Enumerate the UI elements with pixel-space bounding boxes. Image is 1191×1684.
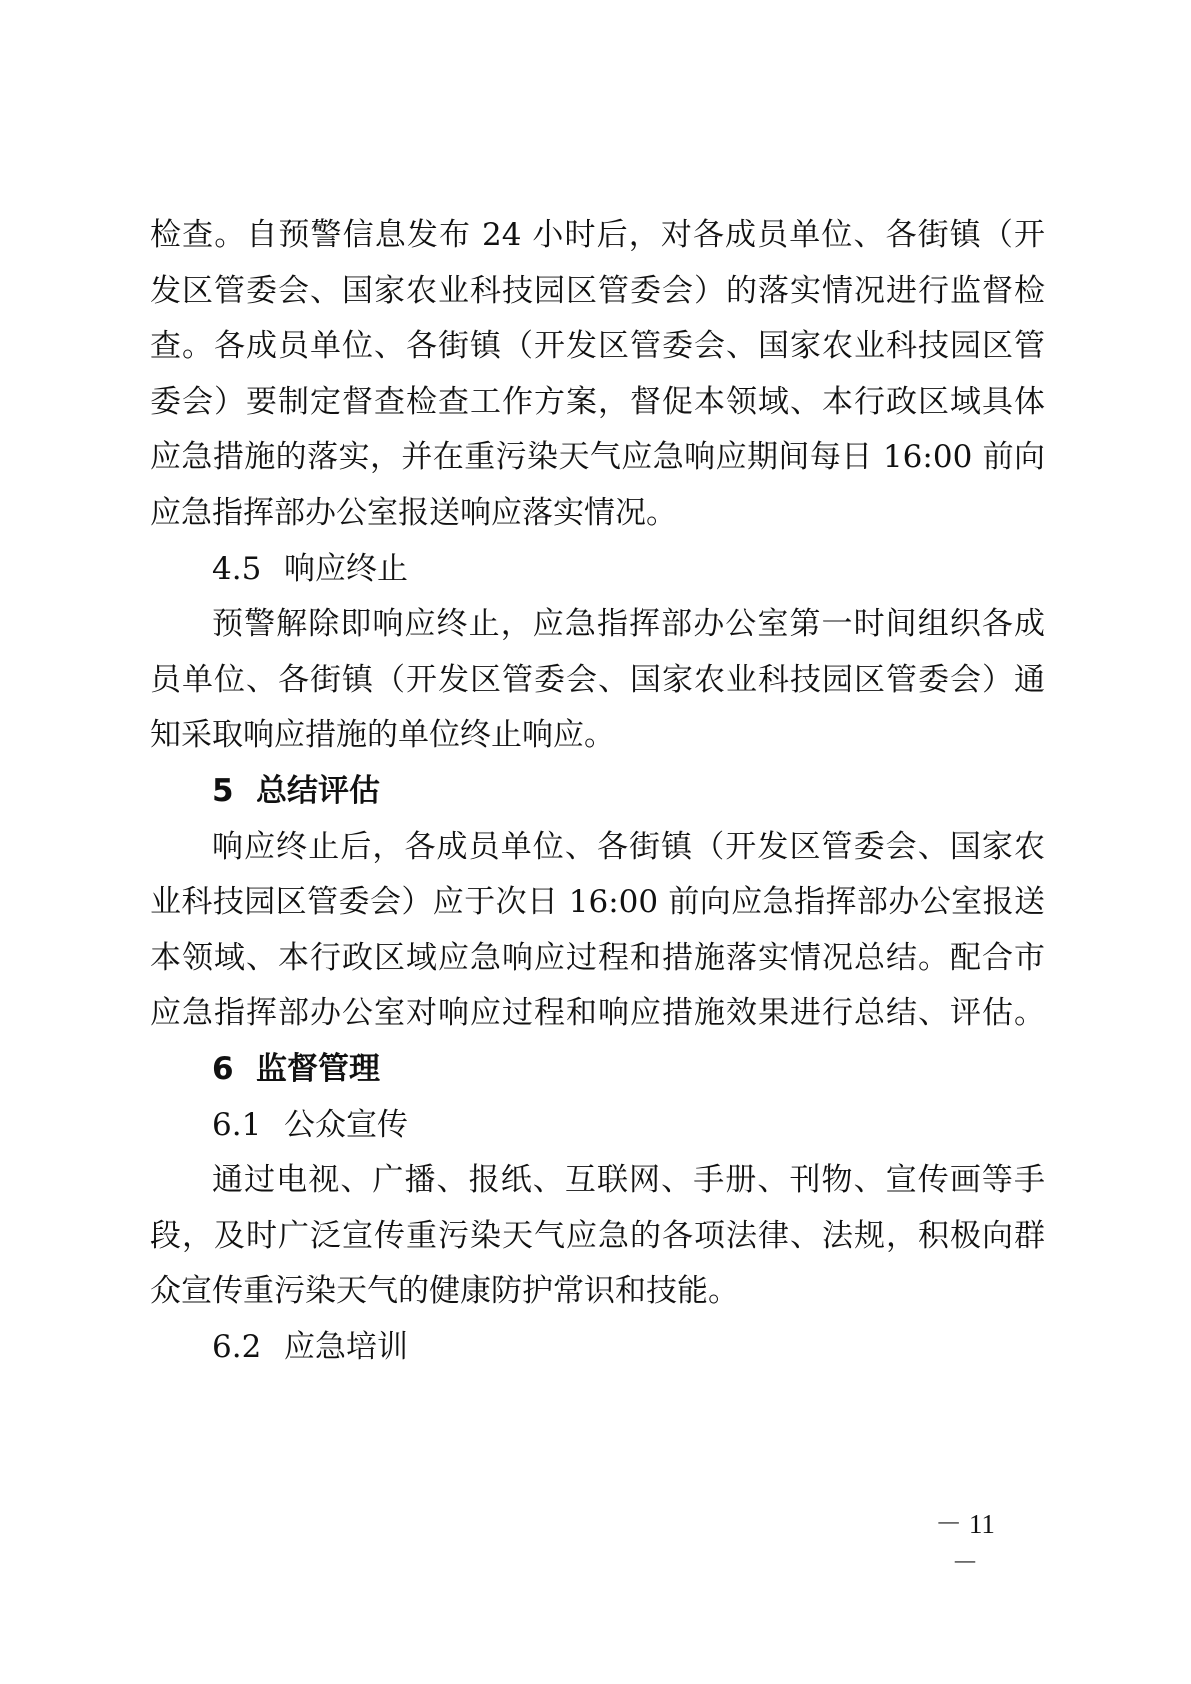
paragraph-line: 通过电视、广播、报纸、互联网、手册、刊物、宣传画等手 bbox=[212, 1162, 1045, 1199]
paragraph-line: 应急措施的落实，并在重污染天气应急响应期间每日 16:00 前向 bbox=[150, 439, 1045, 476]
section-title: 响应终止 bbox=[284, 550, 408, 587]
section-number: 4.5 bbox=[212, 550, 262, 587]
paragraph-line: 检查。自预警信息发布 24 小时后，对各成员单位、各街镇（开 bbox=[150, 217, 1045, 253]
paragraph-line: 业科技园区管委会）应于次日 16:00 前向应急指挥部办公室报送 bbox=[150, 884, 1045, 921]
section-number: 6.1 bbox=[212, 1106, 262, 1143]
section-heading-6 bbox=[150, 1042, 1045, 1098]
paragraph-line: 查。各成员单位、各街镇（开发区管委会、国家农业科技园区管 bbox=[150, 328, 1045, 365]
paragraph-line: 发区管委会、国家农业科技园区管委会）的落实情况进行监督检 bbox=[150, 272, 1045, 309]
paragraph-line: 本领域、本行政区域应急响应过程和措施落实情况总结。配合市 bbox=[150, 939, 1045, 976]
paragraph-line: 响应终止后，各成员单位、各街镇（开发区管委会、国家农 bbox=[212, 828, 1045, 865]
paragraph-line: 段，及时广泛宣传重污染天气应急的各项法律、法规，积极向群 bbox=[150, 1217, 1045, 1254]
section-heading-5 bbox=[150, 764, 1045, 820]
section-heading-6-2 bbox=[150, 1320, 1045, 1376]
section-title: 公众宣传 bbox=[284, 1106, 408, 1143]
section-title: 总结评估 bbox=[256, 772, 380, 809]
section-number: 6 bbox=[212, 1050, 234, 1087]
section-number: 6.2 bbox=[212, 1328, 262, 1365]
section-heading-4-5 bbox=[150, 542, 1045, 598]
paragraph-line: 员单位、各街镇（开发区管委会、国家农业科技园区管委会）通 bbox=[150, 661, 1045, 698]
paragraph-line: 应急指挥部办公室对响应过程和响应措施效果进行总结、评估。 bbox=[150, 995, 1045, 1032]
section-title: 应急培训 bbox=[284, 1328, 408, 1365]
page-number: － 11 － bbox=[935, 1509, 995, 1578]
section-number: 5 bbox=[212, 772, 234, 809]
paragraph-line: 预警解除即响应终止，应急指挥部办公室第一时间组织各成 bbox=[212, 606, 1045, 643]
paragraph-line: 众宣传重污染天气的健康防护常识和技能。 bbox=[150, 1273, 739, 1310]
section-heading-6-1 bbox=[150, 1098, 1045, 1154]
paragraph-line: 应急指挥部办公室报送响应落实情况。 bbox=[150, 494, 677, 531]
paragraph-line: 知采取响应措施的单位终止响应。 bbox=[150, 717, 615, 754]
paragraph-line: 委会）要制定督查检查工作方案，督促本领域、本行政区域具体 bbox=[150, 383, 1045, 420]
document-page bbox=[150, 208, 1045, 1375]
section-title: 监督管理 bbox=[256, 1050, 380, 1087]
